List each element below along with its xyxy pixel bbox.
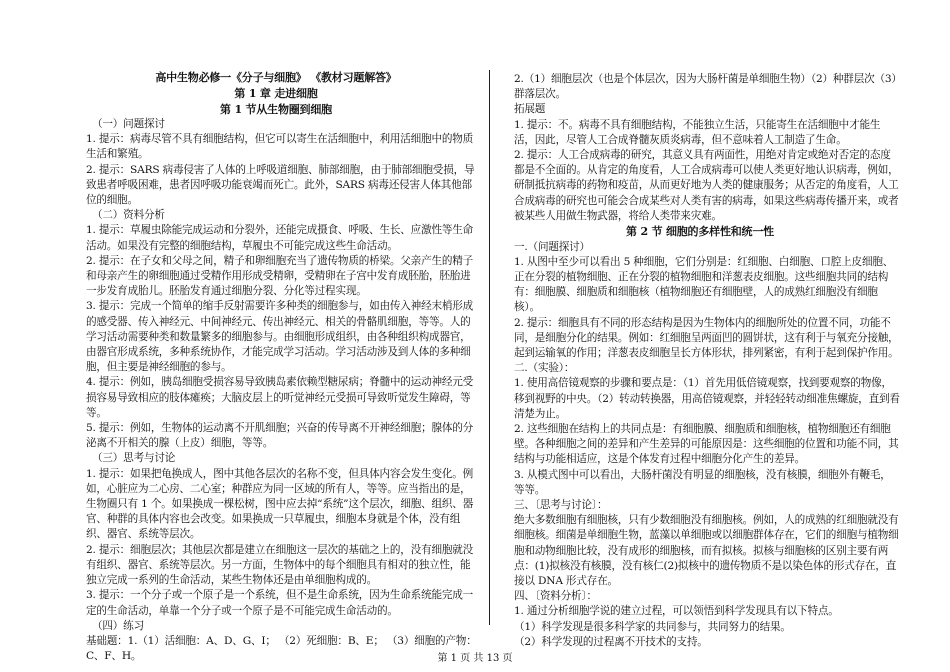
section-heading: 第 1 节从生物圈到细胞 [220, 102, 332, 116]
subheading-thinking-discussion: （三）思考与讨论 [92, 452, 176, 465]
section-heading: 第 2 节 细胞的多样性和统一性 [626, 225, 774, 239]
subheading-problem-discussion: 一.（问题探讨） [514, 240, 590, 253]
paragraph: 绝大多数细胞有细胞核，只有少数细胞没有细胞核。例如，人的成熟的红细胞就没有细胞核。细菌是单细胞生物，蓝藻以单细胞或以细胞群体存在，它们的细胞与植物细胞和动物细胞比较，没有成形的细胞核，而有拟核。拟核与细胞核的区别主要有两点：(1)拟核没有核膜，没有核仁(2)拟核中的遗传物质不是以染色体的形式存在，直接以 DNA 形式存在。 [514, 514, 899, 587]
paragraph: 2. 提示：SARS 病毒侵害了人体的上呼吸道细胞、肺部细胞，由于肺部细胞受损，导致患者呼吸困难，患者因呼吸功能衰竭而死亡。此外，SARS 病毒还侵害人体其他部位的细胞。 [86, 163, 475, 207]
paragraph: 3. 提示：完成一个简单的缩手反射需要许多种类的细胞参与，如由传入神经末梢形成的感受器、传入神经元、中间神经元、传出神经元、相关的骨骼肌细胞，等等。人的学习活动需要种类和数量繁多的细胞参与。由细胞形成组织，由各种组织构成器官，由器官形成系统，多种系统协作，才能完成学习活动。学习活动涉及到人体的多种细胞，但主要是神经细胞的参与。 [86, 300, 474, 374]
paragraph: 1. 使用高倍镜观察的步骤和要点是：（1）首先用低倍镜观察，找到要观察的物像，移到视野的中央。（2）转动转换器，用高倍镜观察，并轻轻转动细准焦螺旋，直到看清楚为止。 [514, 377, 900, 420]
subheading-extension: 拓展题 [514, 103, 546, 116]
paragraph: 1. 提示：如果把龟换成人，图中其他各层次的名称不变，但具体内容会发生变化。例如，心脏应为二心房、二心室；种群应为同一区域的所有人，等等。应当指出的是，生物圈只有 1 个。如果换成一棵松树，图中应去掉“系统”这个层次，细胞、组织、器官、种群的具体内容也会改变。如果换成一只草履虫，细胞本身就是个体，没有组织、器官、系统等层次。 [86, 467, 474, 541]
paragraph: 5. 提示：例如，生物体的运动离不开肌细胞；兴奋的传导离不开神经细胞；腺体的分泌离不开相关的腺（上皮）细胞，等等。 [86, 422, 474, 450]
paragraph: 3. 从模式图中可以看出，大肠杆菌没有明显的细胞核，没有核膜，细胞外有鞭毛，等等。 [514, 468, 891, 496]
subheading-thinking-discussion: 三、〔思考与讨论〕： [514, 498, 608, 511]
page-footer: 第 1 页 共 13 页 [437, 653, 513, 664]
paragraph: 基础题：1.（1）活细胞：A、D、G、I； （2）死细胞：B、E； （3）细胞的产物：C、F、H。 [86, 634, 477, 663]
paragraph: 2. 提示：细胞具有不同的形态结构是因为生物体内的细胞所处的位置不同，功能不同，是细胞分化的结果。例如：红细胞呈两面凹的圆饼状，这有利于与氧充分接触，起到运输氧的作用；洋葱表皮细胞呈长方体形状，排列紧密，有利于起到保护作用。 [514, 316, 899, 359]
column-divider [489, 70, 490, 625]
subheading-exercises: （四）练习 [92, 619, 144, 632]
paragraph: 2. 提示：人工合成病毒的研究，其意义具有两面性，用绝对肯定或绝对否定的态度都是不全面的。从肯定的角度看，人工合成病毒可以使人类更好地认识病毒，例如，研制抵抗病毒的药物和疫苗，从而更好地为人类的健康服务；从否定的角度看，人工合成病毒的研究也可能会合成某些对人类有害的病毒，如果这些病毒传播开来，或者被某些人用做生物武器，将给人类带来灾难。 [514, 149, 899, 222]
chapter-heading: 第 1 章 走进细胞 [234, 87, 318, 100]
document-title: 高中生物必修一《分子与细胞》 《教材习题解答》 [155, 71, 397, 84]
paragraph: 2. 提示：在子女和父母之间，精子和卵细胞充当了遗传物质的桥梁。父亲产生的精子和母亲产生的卵细胞通过受精作用形成受精卵，受精卵在子宫中发育成胚胎，胚胎进一步发育成胎儿。胚胎发育通过细胞分裂、分化等过程实现。 [86, 254, 474, 298]
paragraph: 4. 提示：例如，胰岛细胞受损容易导致胰岛素依赖型糖尿病；脊髓中的运动神经元受损容易导致相应的肢体瘫痪；大脑皮层上的听觉神经元受损可导致听觉发生障碍，等等。 [86, 376, 474, 419]
subheading-experiment: 二.（实验）： [514, 362, 575, 375]
paragraph: （2）科学发现的过程离不开技术的支持。 [514, 635, 708, 648]
paragraph: 1. 从图中至少可以看出 5 种细胞，它们分别是：红细胞、白细胞、口腔上皮细胞、正在分裂的植物细胞、正在分裂的植物细胞和洋葱表皮细胞。这些细胞共同的结构有：细胞膜、细胞质和细胞核（植物细胞还有细胞壁，人的成熟红细胞没有细胞核）。 [514, 255, 894, 314]
paragraph: 1. 提示：病毒尽管不具有细胞结构，但它可以寄生在活细胞中，利用活细胞中的物质生活和繁殖。 [86, 133, 474, 161]
paragraph: 2.（1）细胞层次（也是个体层次，因为大肠杆菌是单细胞生物）（2）种群层次（3）群落层次。 [514, 73, 897, 101]
right-column [500, 72, 900, 650]
left-column [72, 70, 480, 664]
paragraph: 1. 提示：草履虫除能完成运动和分裂外，还能完成摄食、呼吸、生长、应激性等生命活动。如果没有完整的细胞结构，草履虫不可能完成这些生命活动。 [86, 224, 474, 252]
paragraph: 3. 提示：一个分子或一个原子是一个系统，但不是生命系统，因为生命系统能完成一定的生命活动，单靠一个分子或一个原子是不可能完成生命活动的。 [86, 589, 474, 617]
subheading-data-analysis: 四、〔资料分析〕： [514, 590, 597, 603]
subheading-data-analysis: （二）资料分析 [92, 209, 165, 222]
paragraph: 2. 提示：细胞层次；其他层次都是建立在细胞这一层次的基础之上的，没有细胞就没有组织、器官、系统等层次。另一方面，生物体中的每个细胞具有相对的独立性，能独立完成一系列的生命活动，某些生物体还是由单细胞构成的。 [86, 543, 474, 587]
subheading-problem-discussion: （一）问题探讨 [92, 118, 165, 130]
paragraph: 1. 通过分析细胞学说的建立过程，可以领悟到科学发现具有以下特点。 [514, 605, 839, 618]
paragraph: 1. 提示：不。病毒不具有细胞结构，不能独立生活，只能寄生在活细胞中才能生活，因此，尽管人工合成脊髓灰质炎病毒，但不意味着人工制造了生命。 [514, 118, 881, 146]
paragraph: 2. 这些细胞在结构上的共同点是：有细胞膜、细胞质和细胞核，植物细胞还有细胞壁。各种细胞之间的差异和产生差异的可能原因是：这些细胞的位置和功能不同，其结构与功能相适应，这是个体发育过程中细胞分化产生的差异。 [514, 422, 899, 466]
paragraph: （1）科学发现是很多科学家的共同参与，共同努力的结果。 [514, 620, 791, 633]
